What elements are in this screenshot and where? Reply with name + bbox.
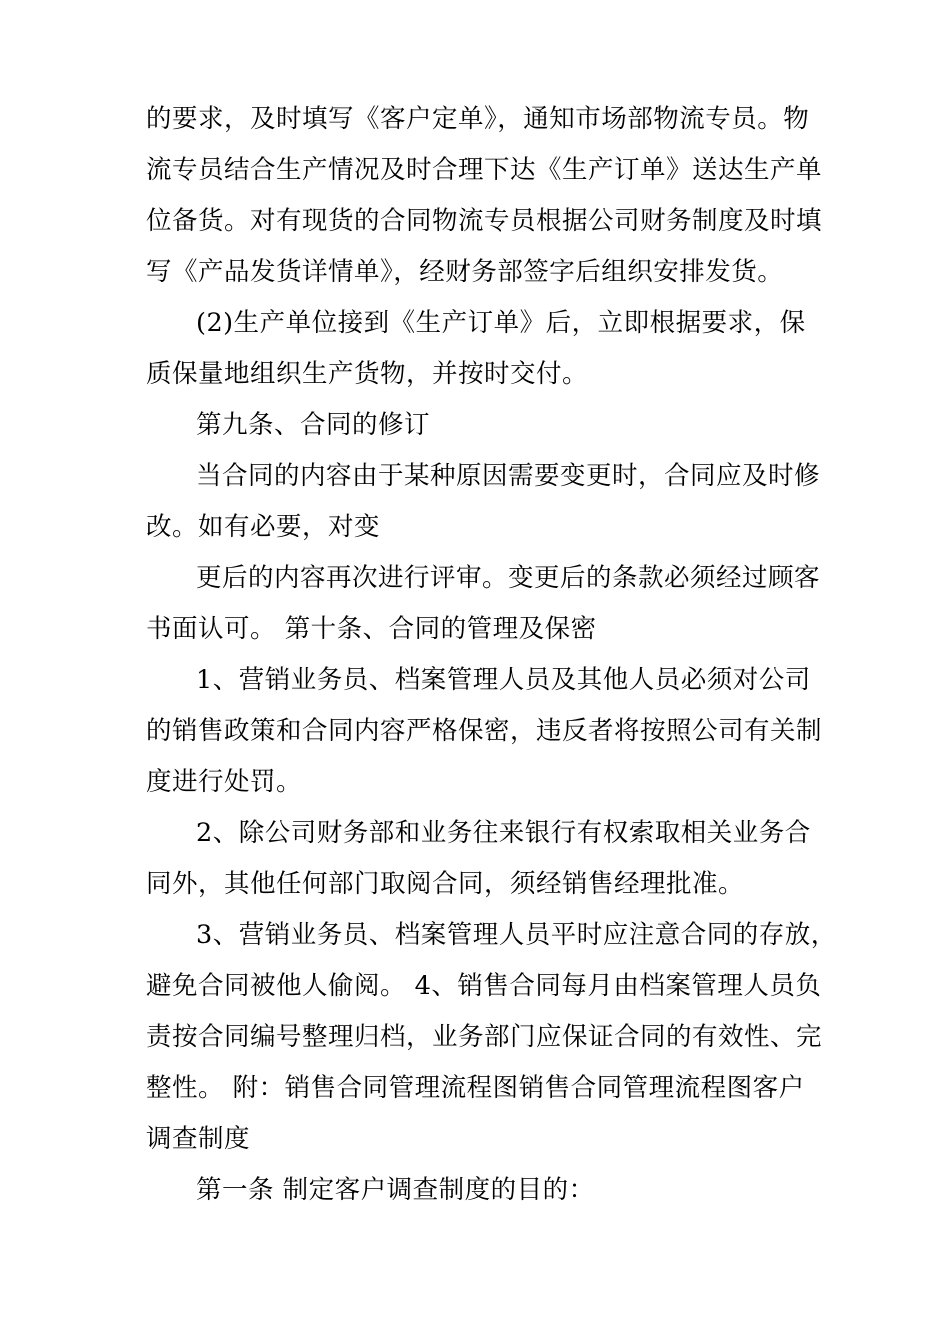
section-heading-article-9: 第九条、合同的修订 [196, 410, 431, 440]
text-line-4: 写《产品发货详情单》，经财务部签字后组织安排发货。 [146, 257, 784, 287]
text-line-5: (2)生产单位接到《生产订单》后，立即根据要求，保 [196, 308, 806, 338]
text-line-10: 更后的内容再次进行评审。变更后的条款必须经过顾客 [196, 563, 821, 593]
text-line-16: 同外，其他任何部门取阅合同，须经销售经理批准。 [146, 869, 745, 899]
text-line-8: 当合同的内容由于某种原因需要变更时，合同应及时修 [196, 461, 821, 491]
text-line-20: 整性。 附：销售合同管理流程图销售合同管理流程图客户 [146, 1073, 805, 1103]
text-line-11: 书面认可。 第十条、合同的管理及保密 [146, 614, 597, 644]
document-body [146, 94, 837, 1216]
text-line-13: 的销售政策和合同内容严格保密，违反者将按照公司有关制 [146, 716, 823, 746]
text-line-19: 责按合同编号整理归档，业务部门应保证合同的有效性、完 [146, 1022, 823, 1052]
text-line-6: 质保量地组织生产货物，并按时交付。 [146, 359, 589, 389]
text-line-14: 度进行处罚。 [146, 767, 303, 797]
text-line-21: 调查制度 [146, 1124, 251, 1154]
section-heading-article-1: 第一条 制定客户调查制度的目的： [196, 1175, 595, 1205]
text-line-15: 2、除公司财务部和业务往来银行有权索取相关业务合 [196, 818, 811, 848]
text-line-2: 流专员结合生产情况及时合理下达《生产订单》送达生产单 [146, 155, 823, 185]
text-line-12: 1、营销业务员、档案管理人员及其他人员必须对公司 [196, 665, 811, 695]
text-line-9: 改。如有必要，对变 [146, 512, 381, 542]
text-line-18: 避免合同被他人偷阅。 4、销售合同每月由档案管理人员负 [146, 971, 822, 1001]
text-line-3: 位备货。对有现货的合同物流专员根据公司财务制度及时填 [146, 206, 823, 236]
text-line-17: 3、营销业务员、档案管理人员平时应注意合同的存放， [196, 920, 837, 950]
text-line-1: 的要求，及时填写《客户定单》，通知市场部物流专员。物 [146, 104, 810, 134]
